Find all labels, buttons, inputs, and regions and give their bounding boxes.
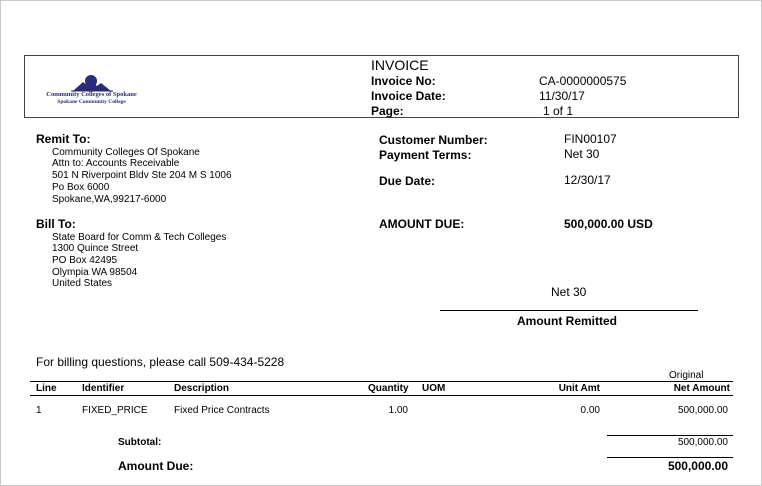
cell-quantity: 1.00 <box>388 405 408 416</box>
payment-terms-value: Net 30 <box>564 147 600 161</box>
bill-line: 1300 Quince Street <box>52 243 139 254</box>
due-date-label: Due Date: <box>379 174 436 188</box>
payment-terms-label: Payment Terms: <box>379 148 472 162</box>
subtotal-rule <box>607 435 733 436</box>
col-header-unit-amt: Unit Amt <box>558 383 600 394</box>
table-header-rule <box>30 395 733 396</box>
subtotal-label: Subtotal: <box>118 437 162 448</box>
cell-net-amount: 500,000.00 <box>677 405 728 416</box>
col-header-identifier: Identifier <box>82 383 125 394</box>
col-header-uom: UOM <box>422 383 446 394</box>
cell-unit-amt: 0.00 <box>580 405 600 416</box>
bill-line: Olympia WA 98504 <box>52 267 138 278</box>
subtotal-value: 500,000.00 <box>677 437 728 448</box>
col-header-quantity: Quantity <box>368 383 409 394</box>
remit-line: Community Colleges Of Spokane <box>52 147 200 158</box>
table-top-rule <box>30 381 733 382</box>
amount-due-total-value: 500,000.00 <box>667 459 728 473</box>
amount-due-total-label: Amount Due: <box>118 459 194 473</box>
logo-line1: Community Colleges of Spokane <box>46 91 137 98</box>
remit-line: Po Box 6000 <box>52 182 110 193</box>
bill-line: PO Box 42495 <box>52 255 118 266</box>
cell-identifier: FIXED_PRICE <box>82 405 148 416</box>
billing-questions-note: For billing questions, please call 509-434-5228 <box>36 355 285 369</box>
invoice-title: INVOICE <box>371 57 429 73</box>
page-value: 1 of 1 <box>543 104 574 118</box>
page-label: Page: <box>371 104 404 118</box>
cell-description: Fixed Price Contracts <box>174 405 270 416</box>
invoice-no-label: Invoice No: <box>371 74 436 88</box>
customer-number-value: FIN00107 <box>564 132 617 146</box>
amount-due-value: 500,000.00 USD <box>564 217 653 231</box>
cell-line: 1 <box>36 405 42 416</box>
mountain-sun-logo-icon <box>29 71 154 93</box>
remit-to-label: Remit To: <box>36 132 91 146</box>
original-label: Original <box>669 370 704 381</box>
amount-remitted-label: Amount Remitted <box>517 314 617 328</box>
invoice-date-label: Invoice Date: <box>371 89 446 103</box>
col-header-line: Line <box>36 383 57 394</box>
amount-due-label: AMOUNT DUE: <box>379 217 465 231</box>
bill-line: United States <box>52 278 113 289</box>
remit-divider <box>440 310 698 311</box>
logo-line2: Spokane Community College <box>57 99 126 105</box>
col-header-description: Description <box>174 383 230 394</box>
due-date-value: 12/30/17 <box>564 173 611 187</box>
invoice-no-value: CA-0000000575 <box>539 74 627 88</box>
amount-due-rule <box>607 457 733 458</box>
invoice-date-value: 11/30/17 <box>539 89 585 103</box>
customer-number-label: Customer Number: <box>379 133 488 147</box>
remit-line: 501 N Riverpoint Bldv Ste 204 M S 1006 <box>52 170 232 181</box>
bill-to-label: Bill To: <box>36 217 76 231</box>
remit-terms: Net 30 <box>551 285 587 299</box>
remit-line: Attn to: Accounts Receivable <box>52 158 180 169</box>
remit-line: Spokane,WA,99217-6000 <box>52 194 167 205</box>
college-logo <box>29 71 154 111</box>
col-header-net-amount: Net Amount <box>673 383 730 394</box>
bill-line: State Board for Comm & Tech Colleges <box>52 232 227 243</box>
